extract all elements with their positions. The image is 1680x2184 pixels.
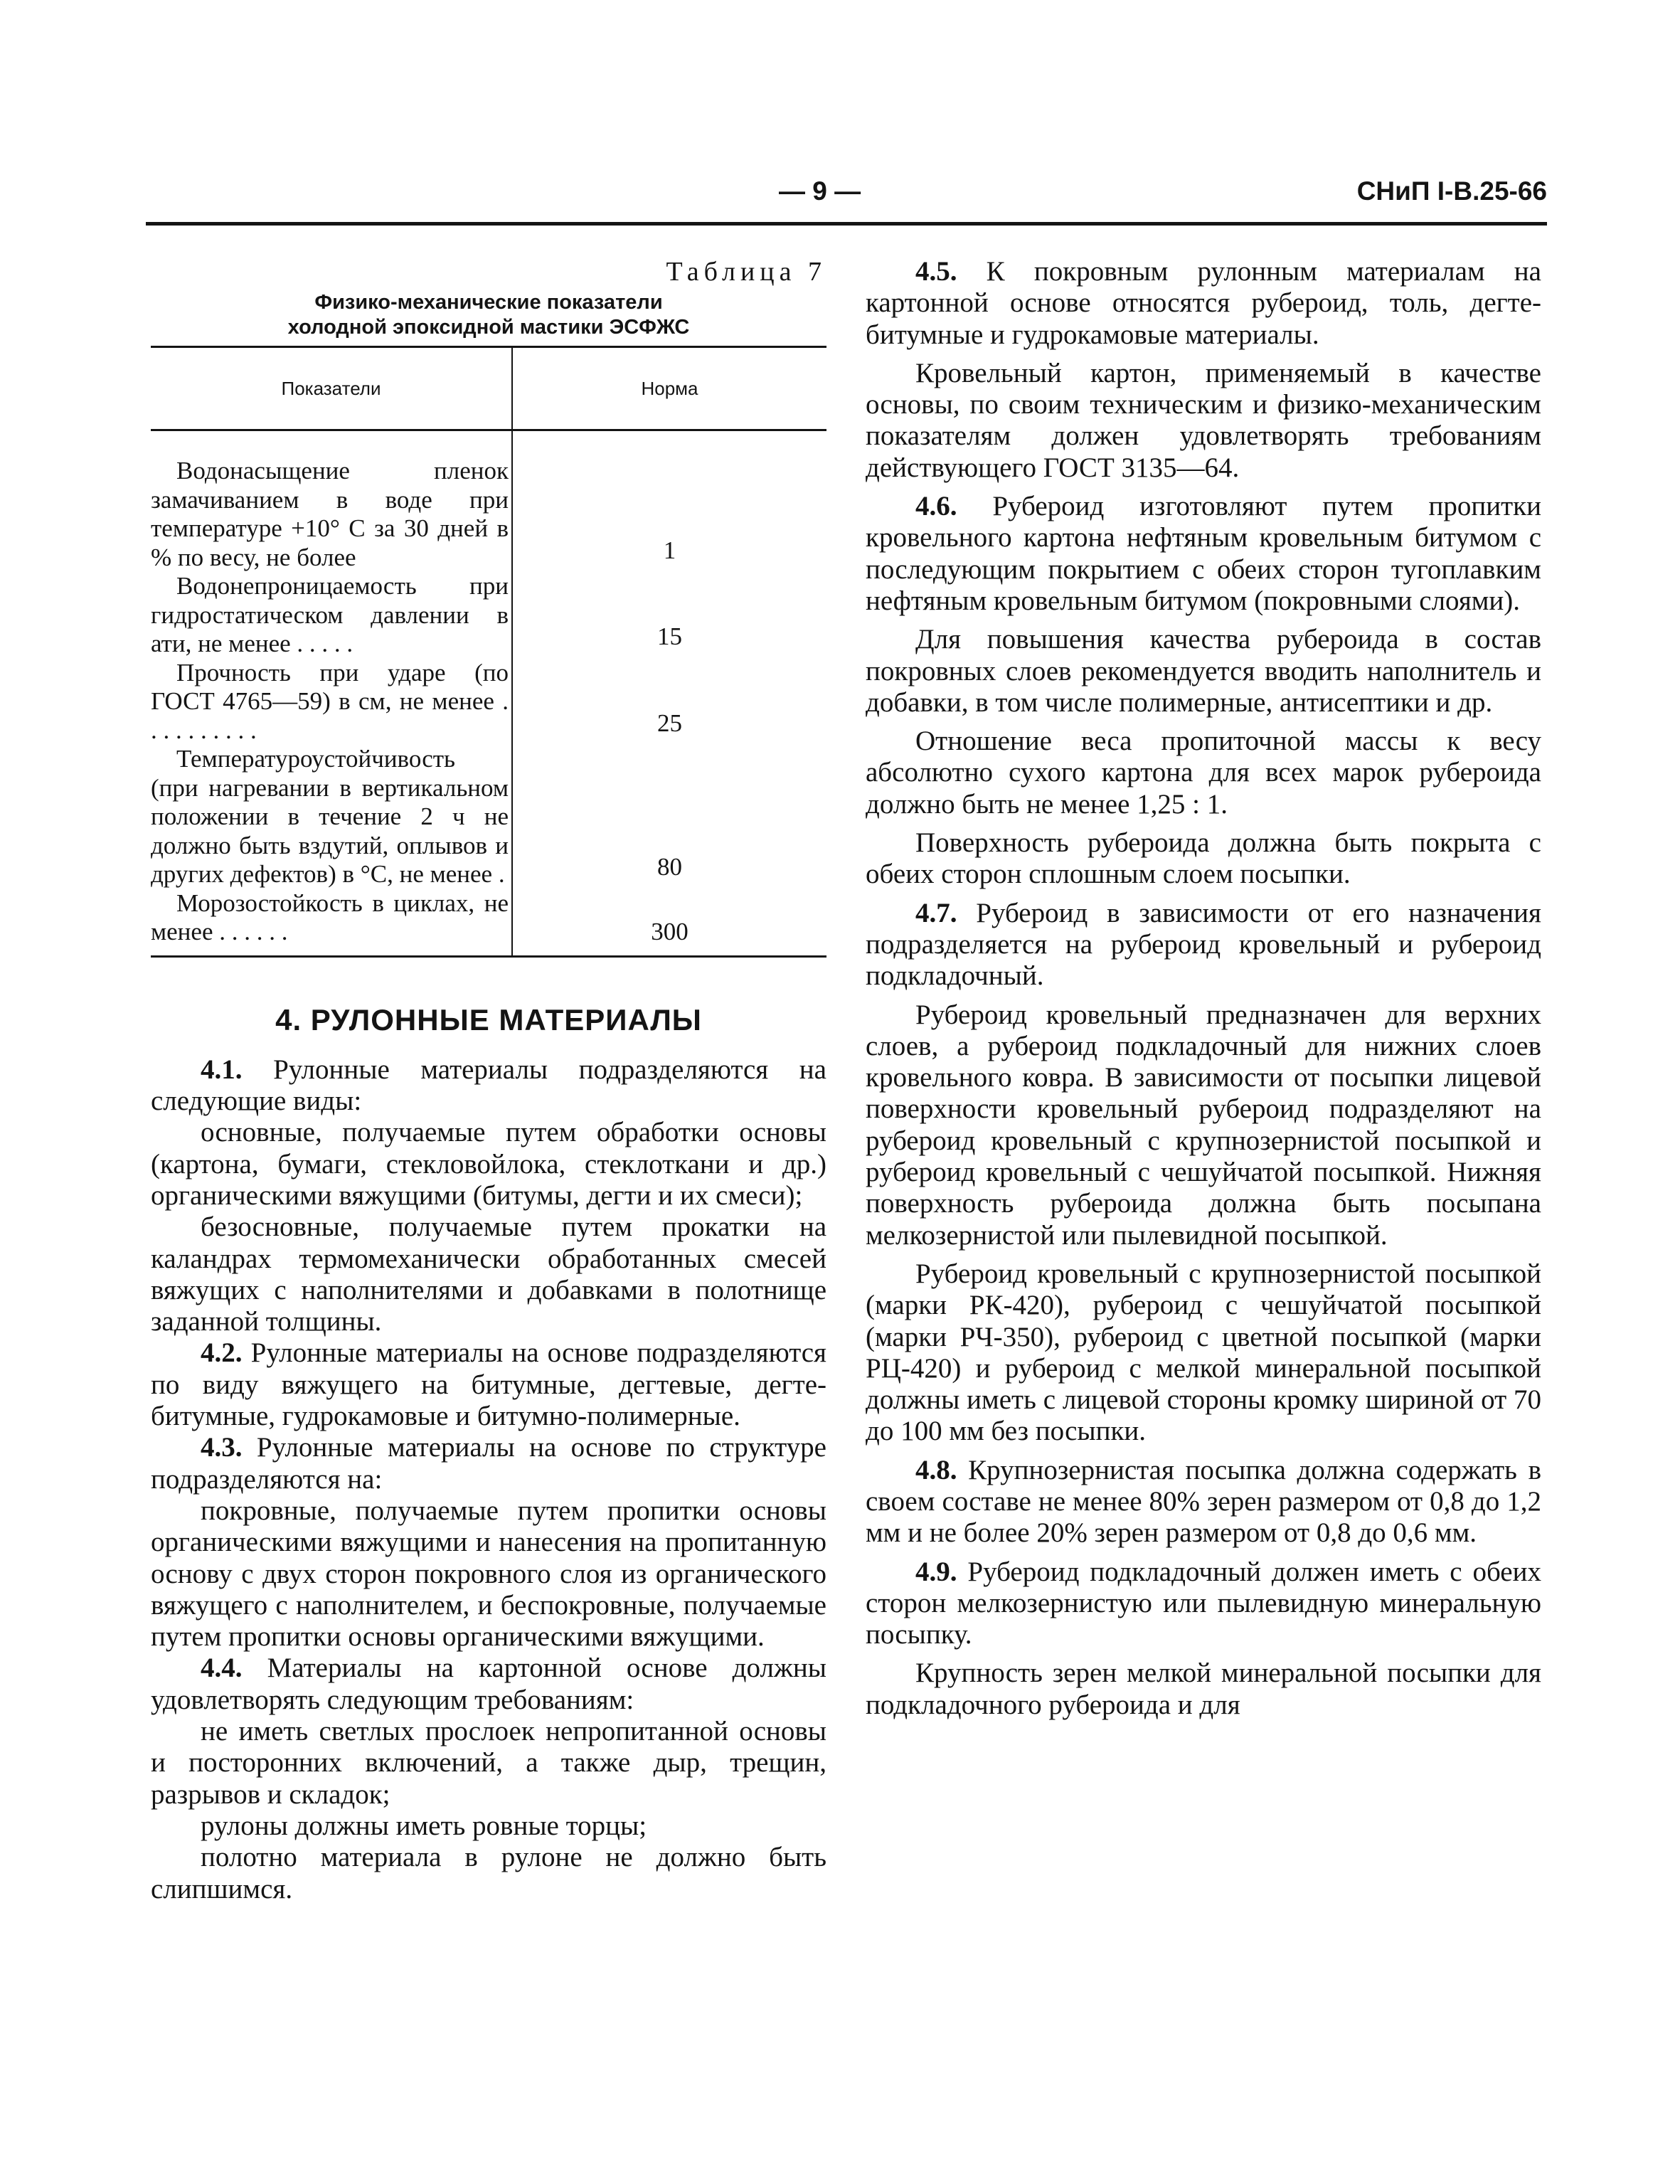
table-title-line-1: Физико-механические показатели — [314, 291, 663, 314]
paragraph-text: К покровным рулонным материалам на картонной основе относятся рубероид, толь, дегте-битумные и гудрокамовые материалы. — [866, 256, 1541, 350]
table-title-line-2: холодной эпоксидной мастики ЭСФЖС — [287, 316, 690, 339]
paragraph — [151, 1842, 826, 1905]
clause-number: 4.6. — [915, 491, 957, 522]
paragraph — [151, 1653, 826, 1716]
paragraph-text: Материалы на картонной основе должны удовлетворять следующим требованиям: — [151, 1653, 826, 1715]
row-norm: 15 — [657, 622, 682, 650]
paragraph — [866, 827, 1541, 891]
paragraph-text: безосновные, получаемые путем прокатки на каландрах термомеханически обработанных смесей вяжущих с наполнителями и добавками в полотнище заданной толщины. — [151, 1212, 826, 1337]
table-row — [151, 745, 826, 889]
paragraph-text: Рулонные материалы на основе по структуре подразделяются на: — [151, 1432, 826, 1495]
clause-number: 4.2. — [201, 1337, 243, 1369]
paragraph-text: основные, получаемые путем обработки основы (картона, бумаги, стекловойлока, стеклоткани и др.) органическими вяжущими (битумы, дегти и их смеси); — [151, 1117, 826, 1211]
paragraph — [151, 1117, 826, 1212]
document-code: СНиП I-В.25-66 — [1356, 176, 1547, 206]
paragraph-text: Рубероид в зависимости от его назначения подразделяется на рубероид кровельный и рубероид подкладочный. — [866, 897, 1541, 992]
paragraph-text: Поверхность рубероида должна быть покрыта с обеих сторон сплошным слоем посыпки. — [866, 827, 1541, 890]
left-column — [151, 256, 826, 1905]
clause-number: 4.1. — [201, 1054, 243, 1085]
paragraph-text: Кровельный картон, применяемый в качестве основы, по своим техническим и физико-механическим показателям должен удовлетворять требованиям действующего ГОСТ 3135—64. — [866, 357, 1541, 483]
paragraph-text: Для повышения качества рубероида в состав покровных слоев рекомендуется вводить наполнитель и добавки, в том числе полимерные, антисептики и др. — [866, 624, 1541, 718]
paragraph — [151, 1811, 826, 1842]
page-number: — 9 — — [779, 176, 861, 206]
paragraph — [151, 1212, 826, 1337]
paragraph — [866, 1455, 1541, 1549]
paragraph — [866, 624, 1541, 719]
clause-number: 4.3. — [201, 1432, 243, 1463]
paragraph-text: покровные, получаемые путем пропитки основы органическими вяжущими и нанесения на пропитанную основу с двух сторон покровного слоя из органического вяжущего с наполнителем, и беспокровные, получаемые путем пропитки основы органическими вяжущими. — [151, 1495, 826, 1653]
table-row — [151, 572, 826, 659]
paragraph — [151, 1495, 826, 1653]
paragraph — [866, 358, 1541, 484]
paragraph — [151, 1054, 826, 1118]
table-row — [151, 659, 826, 746]
column-header-indicators: Показатели — [151, 347, 512, 430]
row-norm: 25 — [657, 709, 682, 737]
paragraph-text: не иметь светлых прослоек непропитанной основы и посторонних включений, а также дыр, трещин, разрывов и складок; — [151, 1716, 826, 1810]
paragraph — [866, 898, 1541, 992]
paragraph — [866, 1557, 1541, 1651]
table-header-row — [151, 347, 826, 430]
paragraph-text: Рубероид изготовляют путем пропитки кровельного картона нефтяным кровельным битумом с последующим покрытием с обеих сторон тугоплавким нефтяным кровельным битумом (покровными слоями). — [866, 491, 1541, 616]
paragraph-text: Рубероид кровельный предназначен для верхних слоев, а рубероид подкладочный для нижних слоев кровельного ковра. В зависимости от посыпки лицевой поверхности кровельный рубероид подразделяют на рубероид кровельный с крупнозернистой посыпкой и рубероид кровельный с чешуйчатой посыпкой. Нижняя поверхность рубероида должна быть посыпана мелкозернистой или пылевидной посыпкой. — [866, 999, 1541, 1251]
row-indicator: Водонасыщение пленок замачиванием в воде при температуре +10° С за 30 дней в % по весу, не более — [151, 430, 512, 573]
column-header-norm: Норма — [512, 347, 826, 430]
table-row — [151, 889, 826, 957]
paragraph-text: Крупность зерен мелкой минеральной посыпки для подкладочного рубероида и для — [866, 1658, 1541, 1720]
paragraph — [866, 256, 1541, 351]
section-heading: 4. РУЛОННЫЕ МАТЕРИАЛЫ — [275, 1002, 702, 1037]
clause-number: 4.7. — [915, 897, 957, 928]
clause-number: 4.4. — [201, 1653, 243, 1684]
row-norm: 80 — [657, 853, 682, 881]
paragraph — [866, 1258, 1541, 1448]
paragraph — [151, 1337, 826, 1432]
page-header — [146, 176, 1547, 219]
paragraph-text: Рулонные материалы подразделяются на следующие виды: — [151, 1054, 826, 1117]
clause-number: 4.8. — [915, 1454, 957, 1485]
row-indicator: Температуроустойчивость (при нагревании в вертикальном положении в течение 2 ч не должно быть вздутий, оплывов и других дефектов) в °С, не менее . — [151, 745, 512, 889]
right-column — [866, 256, 1541, 1721]
row-indicator: Водонепроницаемость при гидростатическом давлении в ати, не менее . . . . . — [151, 572, 512, 659]
clause-number: 4.9. — [915, 1556, 957, 1587]
paragraph — [151, 1716, 826, 1811]
paragraph-text: Отношение веса пропиточной массы к весу абсолютно сухого картона для всех марок рубероида должно быть не менее 1,25 : 1. — [866, 726, 1541, 820]
paragraph — [866, 1658, 1541, 1721]
paragraph-text: Крупнозернистая посыпка должна содержать в своем составе не менее 80% зерен размером от 0,8 до 1,2 мм и не более 20% зерен размером от 0,8 до 0,6 мм. — [866, 1454, 1541, 1549]
header-rule — [146, 222, 1547, 226]
clause-number: 4.5. — [915, 256, 957, 287]
paragraph-text: Рубероид кровельный с крупнозернистой посыпкой (марки РК-420), рубероид с чешуйчатой посыпкой (марки РЧ-350), рубероид с цветной посыпкой (марки РЦ-420) и рубероид с мелкой минеральной посыпкой должны иметь с лицевой стороны кромку шириной от 70 до 100 мм без посыпки. — [866, 1258, 1541, 1447]
paragraph-text: Рубероид подкладочный должен иметь с обеих сторон мелкозернистую или пылевидную минеральную посыпку. — [866, 1556, 1541, 1650]
paragraph — [866, 1000, 1541, 1251]
properties-table — [151, 346, 826, 958]
row-norm: 300 — [512, 889, 826, 957]
row-norm: 1 — [663, 536, 676, 564]
table-row — [151, 430, 826, 573]
paragraph — [151, 1432, 826, 1495]
table-label: Таблица 7 — [666, 257, 826, 287]
paragraph-text: полотно материала в рулоне не должно быть слипшимся. — [151, 1842, 826, 1904]
table-title — [151, 290, 826, 340]
paragraph-text: Рулонные материалы на основе подразделяются по виду вяжущего на битумные, дегтевые, дегте-битумные, гудрокамовые и битумно-полимерные. — [151, 1337, 826, 1432]
row-indicator: Морозостойкость в циклах, не менее . . . . . . — [151, 889, 512, 957]
paragraph — [866, 491, 1541, 617]
paragraph — [866, 726, 1541, 820]
paragraph-text: рулоны должны иметь ровные торцы; — [201, 1810, 647, 1841]
row-indicator: Прочность при ударе (по ГОСТ 4765—59) в см, не менее . . . . . . . . . . — [151, 659, 512, 746]
